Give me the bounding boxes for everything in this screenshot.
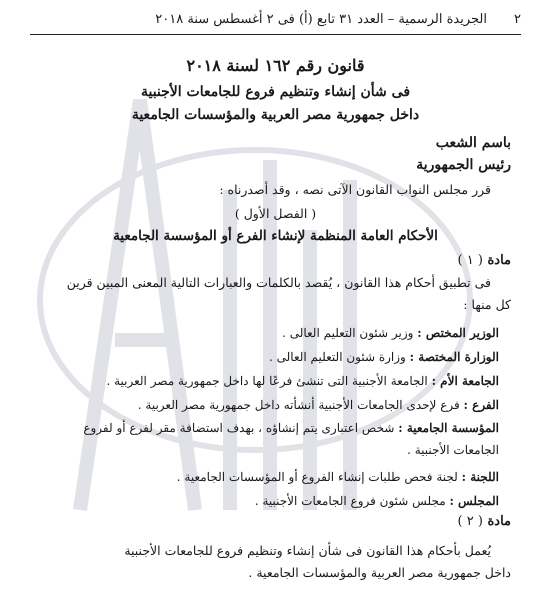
definition-text: وزير شئون التعليم العالى . — [282, 326, 418, 340]
definition-text: مجلس شئون فروع الجامعات الأجنبية . — [254, 494, 450, 508]
law-subject-line-2: داخل جمهورية مصر العربية والمؤسسات الجامعية — [131, 107, 420, 123]
enactment-statement: قرر مجلس النواب القانون الآتى نصه ، وقد أصدرناه : — [219, 182, 491, 197]
definition-term: اللجنة : — [461, 470, 499, 484]
article-1-number: ( ١ ) — [457, 253, 483, 268]
definition-text: وزارة شئون التعليم العالى . — [269, 350, 410, 364]
in-name-of-people: باسم الشعب — [435, 135, 511, 151]
definition-item — [38, 394, 499, 416]
definition-text: الجامعة الأجنبية التى تنشئ فرعًا لها داخل جمهورية مصر العربية . — [106, 374, 432, 388]
definition-item — [38, 490, 499, 512]
law-title: قانون رقم ١٦٢ لسنة ٢٠١٨ — [186, 56, 365, 75]
article-2-text — [38, 540, 511, 584]
article-2-label: مادة — [487, 514, 511, 529]
article-2-text-line-2: داخل جمهورية مصر العربية والمؤسسات الجامعية . — [248, 565, 511, 580]
definition-term: المجلس : — [449, 494, 499, 508]
article-1-label: مادة — [487, 253, 511, 268]
definition-text: فرع لإحدى الجامعات الأجنبية أنشأته داخل جمهورية مصر العربية . — [137, 398, 464, 412]
definition-item — [38, 417, 499, 461]
definition-item — [38, 346, 499, 368]
chapter-label: ( الفصل الأول ) — [234, 206, 317, 221]
definition-term: المؤسسة الجامعية : — [398, 421, 499, 435]
article-1-intro — [38, 272, 511, 316]
definition-term: الفرع : — [463, 398, 499, 412]
article-2-text-line-1: يُعمل بأحكام هذا القانون فى شأن إنشاء وتنظيم فروع للجامعات الأجنبية — [124, 543, 491, 558]
definition-item — [38, 466, 499, 488]
page-header — [30, 8, 521, 35]
page-number: ٢ — [514, 12, 521, 27]
chapter-title: الأحكام العامة المنظمة لإنشاء الفرع أو المؤسسة الجامعية — [113, 228, 438, 244]
article-2-number: ( ٢ ) — [457, 514, 483, 529]
article-1-intro-line-2: كل منها : — [463, 297, 511, 312]
definition-item — [38, 322, 499, 344]
definition-term: الوزارة المختصة : — [409, 350, 499, 364]
definition-text: لجنة فحص طلبات إنشاء الفروع أو المؤسسات الجامعية . — [176, 470, 462, 484]
article-2-heading — [458, 514, 511, 529]
president-label: رئيس الجمهورية — [416, 157, 511, 173]
definition-text: شخص اعتبارى يتم إنشاؤه ، بهدف استضافة مقر لفرع أو لفروع الجامعات الأجنبية . — [83, 421, 499, 457]
article-1-heading — [458, 253, 511, 268]
definition-term: الجامعة الأم : — [431, 374, 499, 388]
law-subject-line-1: فى شأن إنشاء وتنظيم فروع للجامعات الأجنبية — [140, 84, 411, 100]
definition-term: الوزير المختص : — [417, 326, 499, 340]
gazette-header-title: الجريدة الرسمية – العدد ٣١ تابع (أ) فى ٢ أغسطس سنة ٢٠١٨ — [155, 12, 487, 27]
article-1-intro-line-1: فى تطبيق أحكام هذا القانون ، يُقصد بالكلمات والعبارات التالية المعنى المبين قرين — [66, 275, 491, 290]
definition-item — [38, 370, 499, 392]
